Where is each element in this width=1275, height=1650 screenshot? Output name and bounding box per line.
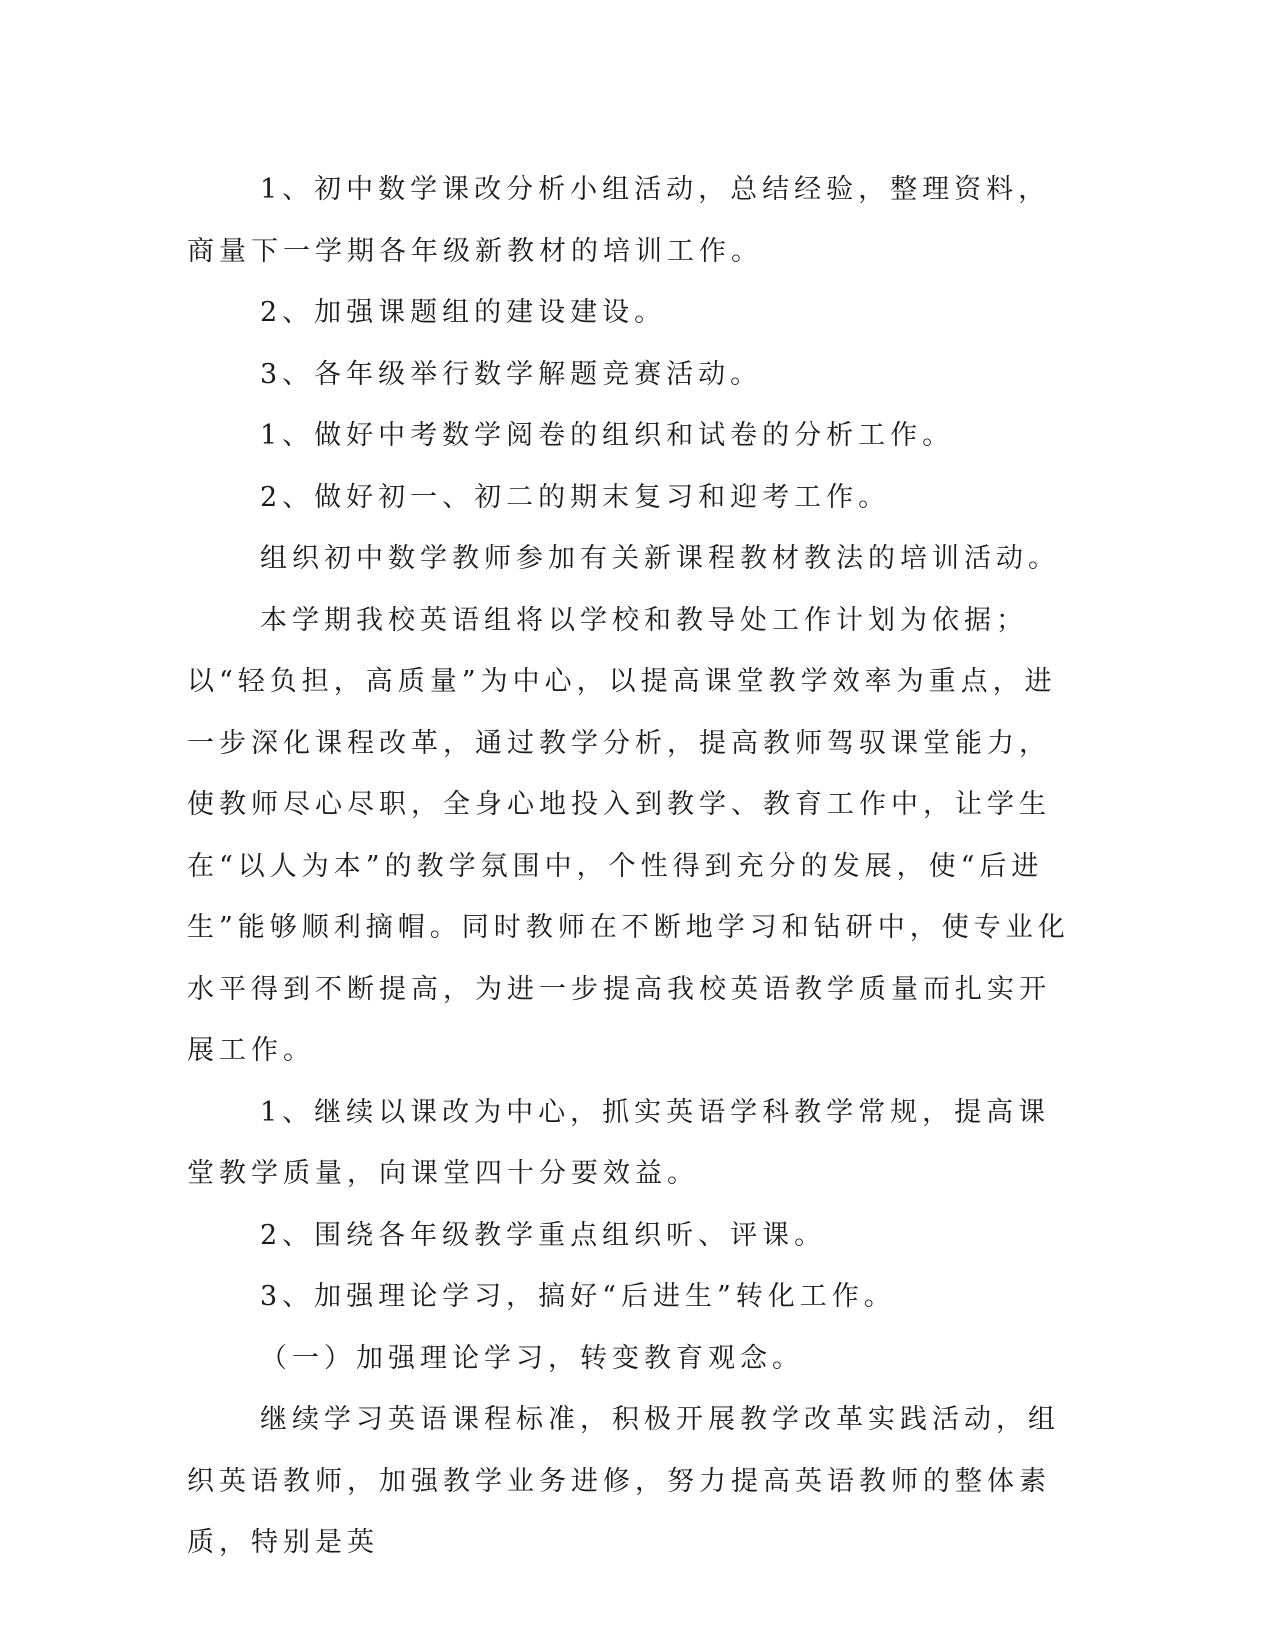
- paragraph-curriculum-standards: 继续学习英语课程标准，积极开展教学改革实践活动，组织英语教师，加强教学业务进修，努力提高英语教师的整体素质，特别是英: [187, 1404, 1060, 1558]
- paragraph-theory-study: 3、加强理论学习，搞好“后进生”转化工作。: [260, 1281, 896, 1312]
- paragraph-exam-marking: 1、做好中考数学阅卷的组织和试卷的分析工作。: [260, 420, 955, 451]
- paragraph-math-analysis-group: 1、初中数学课改分析小组活动，总结经验，整理资料，商量下一学期各年级新教材的培训工作。: [187, 174, 1051, 267]
- paragraph-teacher-training: 组织初中数学教师参加有关新课程教材教法的培训活动。: [260, 543, 1060, 574]
- section-heading-theory: （一）加强理论学习，转变教育观念。: [260, 1342, 804, 1374]
- paragraph-math-competition: 3、各年级举行数学解题竞赛活动。: [260, 358, 763, 390]
- paragraph-final-review: 2、做好初一、初二的期末复习和迎考工作。: [260, 481, 891, 513]
- paragraph-lesson-observation: 2、围绕各年级教学重点组织听、评课。: [260, 1219, 827, 1251]
- paragraph-research-group: 2、加强课题组的建设建设。: [260, 297, 667, 328]
- paragraph-english-group-plan: 本学期我校英语组将以学校和教导处工作计划为依据；以“轻负担，高质量”为中心，以提高课堂教学效率为重点，进一步深化课程改革，通过教学分析，提高教师驾驭课堂能力，使教师尽心尽职，全身心地投入到教学、教育工作中，让学生在“以人为本”的教学氛围中，个性得到充分的发展，使“后进生”能够顺利摘帽。同时教师在不断地学习和钻研中，使专业化水平得到不断提高，为进一步提高我校英语教学质量而扎实开展工作。: [187, 604, 1070, 1066]
- document-body: [187, 159, 1077, 1574]
- paragraph-curriculum-reform: 1、继续以课改为中心，抓实英语学科教学常规，提高课堂教学质量，向课堂四十分要效益。: [187, 1096, 1051, 1189]
